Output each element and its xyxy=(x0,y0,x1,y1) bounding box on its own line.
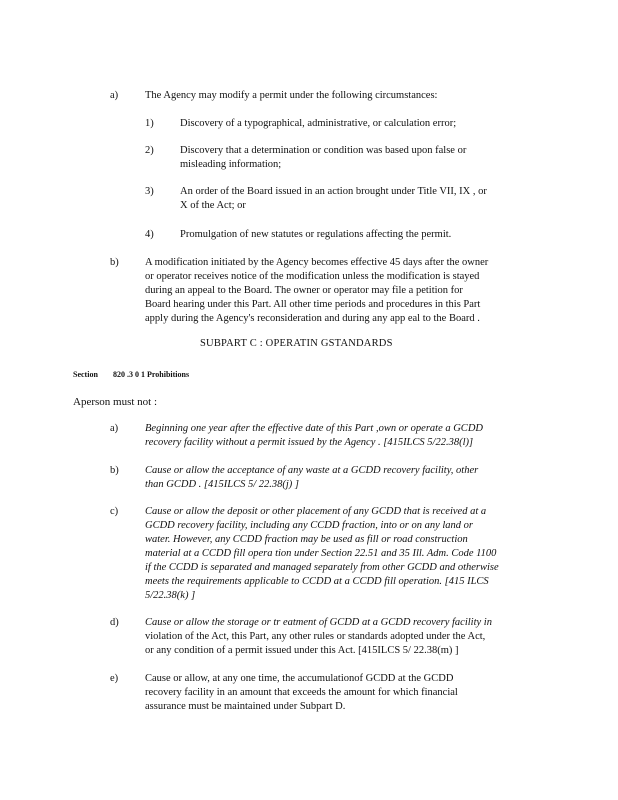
part-b-text: A modification initiated by the Agency becomes effective 45 days after the owner or operator receives notice of the modification unless the modification is stayed during an appeal to the Board. The owner or operator may file a petition for Board hearing under this Part. All other time periods and procedures in this Part apply during the Agency's reconsideration and during any app eal to the Board . xyxy=(145,257,489,324)
item-1-text: Discovery of a typographical, administrative, or calculation error; xyxy=(180,118,457,129)
section-label: Section xyxy=(73,370,98,379)
prohibition-a-label: a) xyxy=(110,423,119,434)
section-title: 820 .3 0 1 Prohibitions xyxy=(113,370,190,379)
item-4-text: Promulgation of new statutes or regulations affecting the permit. xyxy=(180,229,452,240)
item-1-num: 1) xyxy=(145,118,154,129)
part-b-label: b) xyxy=(110,257,119,268)
prohibition-b-label: b) xyxy=(110,465,119,476)
item-3-text: An order of the Board issued in an action brought under Title VII, IX , or X of the Act; or xyxy=(180,186,487,211)
prohibition-d-label: d) xyxy=(110,617,119,628)
item-2-text: Discovery that a determination or condition was based upon false or misleading information; xyxy=(180,145,467,170)
item-3-num: 3) xyxy=(145,186,154,197)
prohibitions-intro: Aperson must not : xyxy=(73,396,158,408)
part-a-intro: The Agency may modify a permit under the following circumstances: xyxy=(145,90,438,101)
prohibition-e-label: e) xyxy=(110,673,119,684)
subpart-heading: SUBPART C : OPERATIN GSTANDARDS xyxy=(200,338,393,349)
item-4-num: 4) xyxy=(145,229,154,240)
prohibition-b-text: Cause or allow the acceptance of any waste at a GCDD recovery facility, other than GCDD . [415ILCS 5/ 22.38(j) ] xyxy=(145,465,479,490)
part-a-label: a) xyxy=(110,90,119,101)
prohibition-c-text: Cause or allow the deposit or other placement of any GCDD that is received at a GCDD recovery facility, including any CCDD fraction, into or on any land or water. However, any CCDD fraction may be used as fill or road construction material at a CCDD fill opera tion under Section 22.51 and 35 Ill. Adm. Code 1100 if the CCDD is separated and managed separately from other GCDD and otherwise meets the requirements applicable to CCDD at a CCDD fill operation. [415 ILCS 5/22.38(k) ] xyxy=(145,506,499,601)
prohibition-e-text: Cause or allow, at any one time, the accumulationof GCDD at the GCDD recovery facility in an amount that exceeds the amount for which financial assurance must be maintained under Subpart D. xyxy=(145,673,458,712)
prohibition-c-label: c) xyxy=(110,506,119,517)
item-2-num: 2) xyxy=(145,145,154,156)
prohibition-a-text: Beginning one year after the effective date of this Part ,own or operate a GCDD recovery facility without a permit issued by the Agency . [415ILCS 5/22.38(l)] xyxy=(145,423,483,448)
prohibition-d-text: Cause or allow the storage or tr eatment of GCDD at a GCDD recovery facility in violation of the Act, this Part, any other rules or standards adopted under the Act, or any condition of a permit issued under this Act. [415ILCS 5/ 22.38(m) ] xyxy=(145,617,492,656)
